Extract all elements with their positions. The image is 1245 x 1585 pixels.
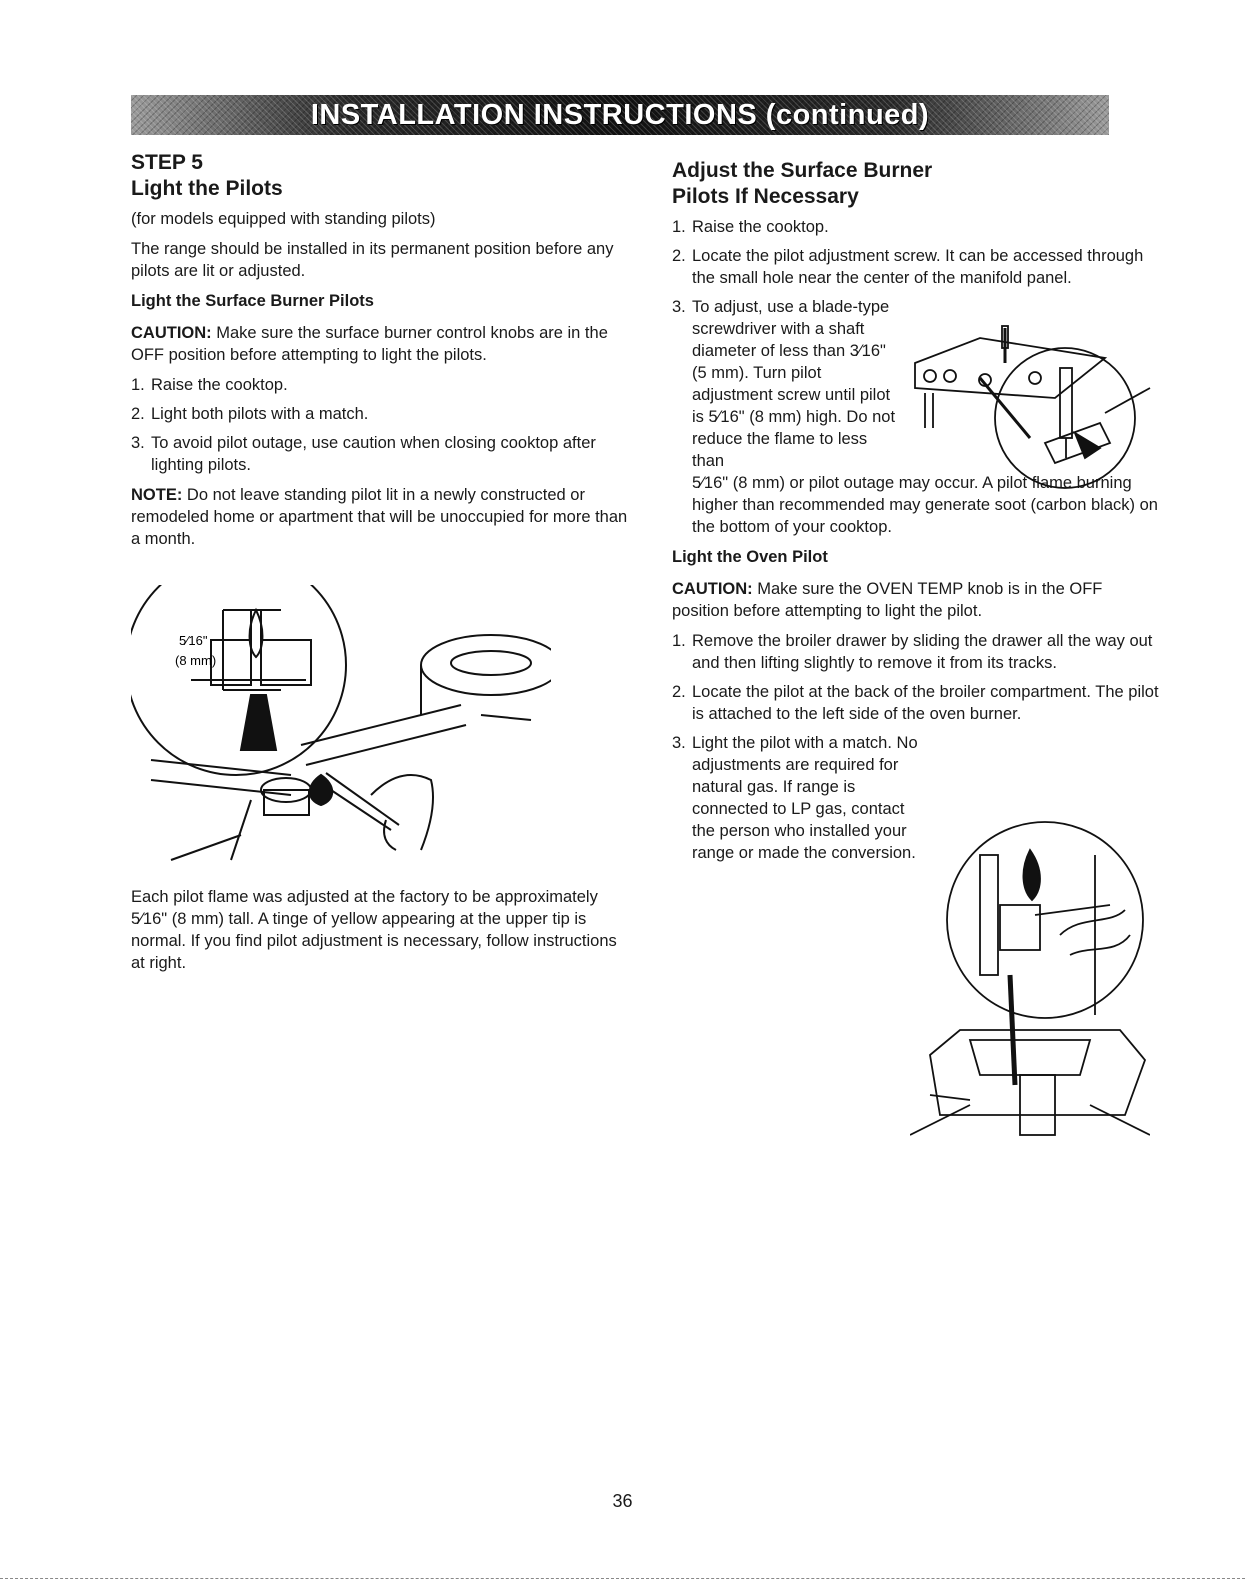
- magnifier-circle: [995, 348, 1135, 488]
- step-text: Raise the cooktop.: [151, 376, 288, 394]
- left-column: [131, 150, 631, 558]
- flame-height-metric-label: (8 mm): [175, 653, 217, 668]
- pilot-adjustment-screw-illustration: [905, 318, 1205, 498]
- step-number: 1.: [672, 218, 686, 236]
- intro-note: (for models equipped with standing pilots): [131, 210, 436, 228]
- right-column: [672, 158, 1162, 872]
- subheading-oven-pilot: Light the Oven Pilot: [672, 548, 828, 566]
- oven-pilot-illustration: [910, 815, 1150, 1145]
- list-item: [672, 245, 1162, 289]
- figure-caption: Each pilot flame was adjusted at the factory to be approximately 5⁄16" (8 mm) tall. A tinge of yellow appearing at the upper tip is normal. If you find pilot adjustment is necessary, follow instructions at right.: [131, 888, 617, 972]
- caution-text: Make sure the OVEN TEMP knob is in the OFF position before attempting to light the pilot.: [672, 580, 1103, 620]
- step-number: 2.: [131, 405, 145, 423]
- step-number: 2.: [672, 247, 686, 265]
- oven-caution-paragraph: [672, 578, 1162, 622]
- adjust-title-line2: Pilots If Necessary: [672, 185, 859, 208]
- caution-label: CAUTION:: [672, 580, 753, 598]
- note-label: NOTE:: [131, 486, 183, 504]
- list-item: [672, 681, 1162, 725]
- page-edge-rule: [0, 1578, 1245, 1579]
- surface-pilot-illustration: [131, 585, 551, 875]
- step-text: To adjust, use a blade-type screwdriver with a shaft diameter of less than 3⁄16" (5 mm). Turn pilot adjustment screw until pilot is 5⁄16" (8 mm) high. Do not reduce the flame to less than: [692, 298, 896, 470]
- caution-paragraph: [131, 322, 631, 366]
- step-text: Remove the broiler drawer by sliding the drawer all the way out and then lifting slightly to remove it from its tracks.: [692, 632, 1153, 672]
- adjust-title-line1: Adjust the Surface Burner: [672, 159, 933, 182]
- step-number: 1.: [131, 376, 145, 394]
- surface-pilot-steps: [131, 374, 631, 476]
- step-number: 1.: [672, 632, 686, 650]
- section-banner: [131, 95, 1109, 135]
- caution-text: Make sure the surface burner control knobs are in the OFF position before attempting to light the pilots.: [131, 324, 608, 364]
- step-text: Light both pilots with a match.: [151, 405, 369, 423]
- list-item: [131, 403, 631, 425]
- step-label: STEP 5: [131, 151, 203, 174]
- list-item: [131, 432, 631, 476]
- caution-label: CAUTION:: [131, 324, 212, 342]
- subheading-surface-pilots: Light the Surface Burner Pilots: [131, 292, 374, 310]
- list-item: [131, 374, 631, 396]
- step-text: Light the pilot with a match. No adjustments are required for natural gas. If range is connected to LP gas, contact the person who installed your range or made the conversion.: [692, 734, 918, 862]
- note-text: Do not leave standing pilot lit in a newly constructed or remodeled home or apartment that will be unoccupied for more than a month.: [131, 486, 628, 548]
- pilot-flame-icon: [1023, 850, 1040, 900]
- step-number: 3.: [672, 298, 686, 316]
- list-item: [672, 630, 1162, 674]
- intro-paragraph: The range should be installed in its permanent position before any pilots are lit or adjusted.: [131, 240, 614, 280]
- step-number: 3.: [672, 734, 686, 752]
- banner-title: INSTALLATION INSTRUCTIONS (continued): [310, 98, 930, 131]
- step-text: Locate the pilot at the back of the broiler compartment. The pilot is attached to the left side of the oven burner.: [692, 683, 1159, 723]
- note-paragraph: [131, 484, 631, 550]
- step-number: 2.: [672, 683, 686, 701]
- magnifier-circle: [947, 822, 1143, 1018]
- step-text-continued: 5⁄16" (8 mm) or pilot outage may occur. A pilot flame burning higher than recommended may generate soot (carbon black) on the bottom of your cooktop.: [692, 474, 1158, 536]
- step-text: To avoid pilot outage, use caution when closing cooktop after lighting pilots.: [151, 434, 596, 474]
- page-number: 36: [612, 1491, 633, 1511]
- step-text: Locate the pilot adjustment screw. It can be accessed through the small hole near the center of the manifold panel.: [692, 247, 1144, 287]
- step-number: 3.: [131, 434, 145, 452]
- flame-height-label: 5⁄16": [179, 633, 208, 648]
- section-title: Light the Pilots: [131, 177, 283, 200]
- step-text: Raise the cooktop.: [692, 218, 829, 236]
- list-item: [672, 216, 1162, 238]
